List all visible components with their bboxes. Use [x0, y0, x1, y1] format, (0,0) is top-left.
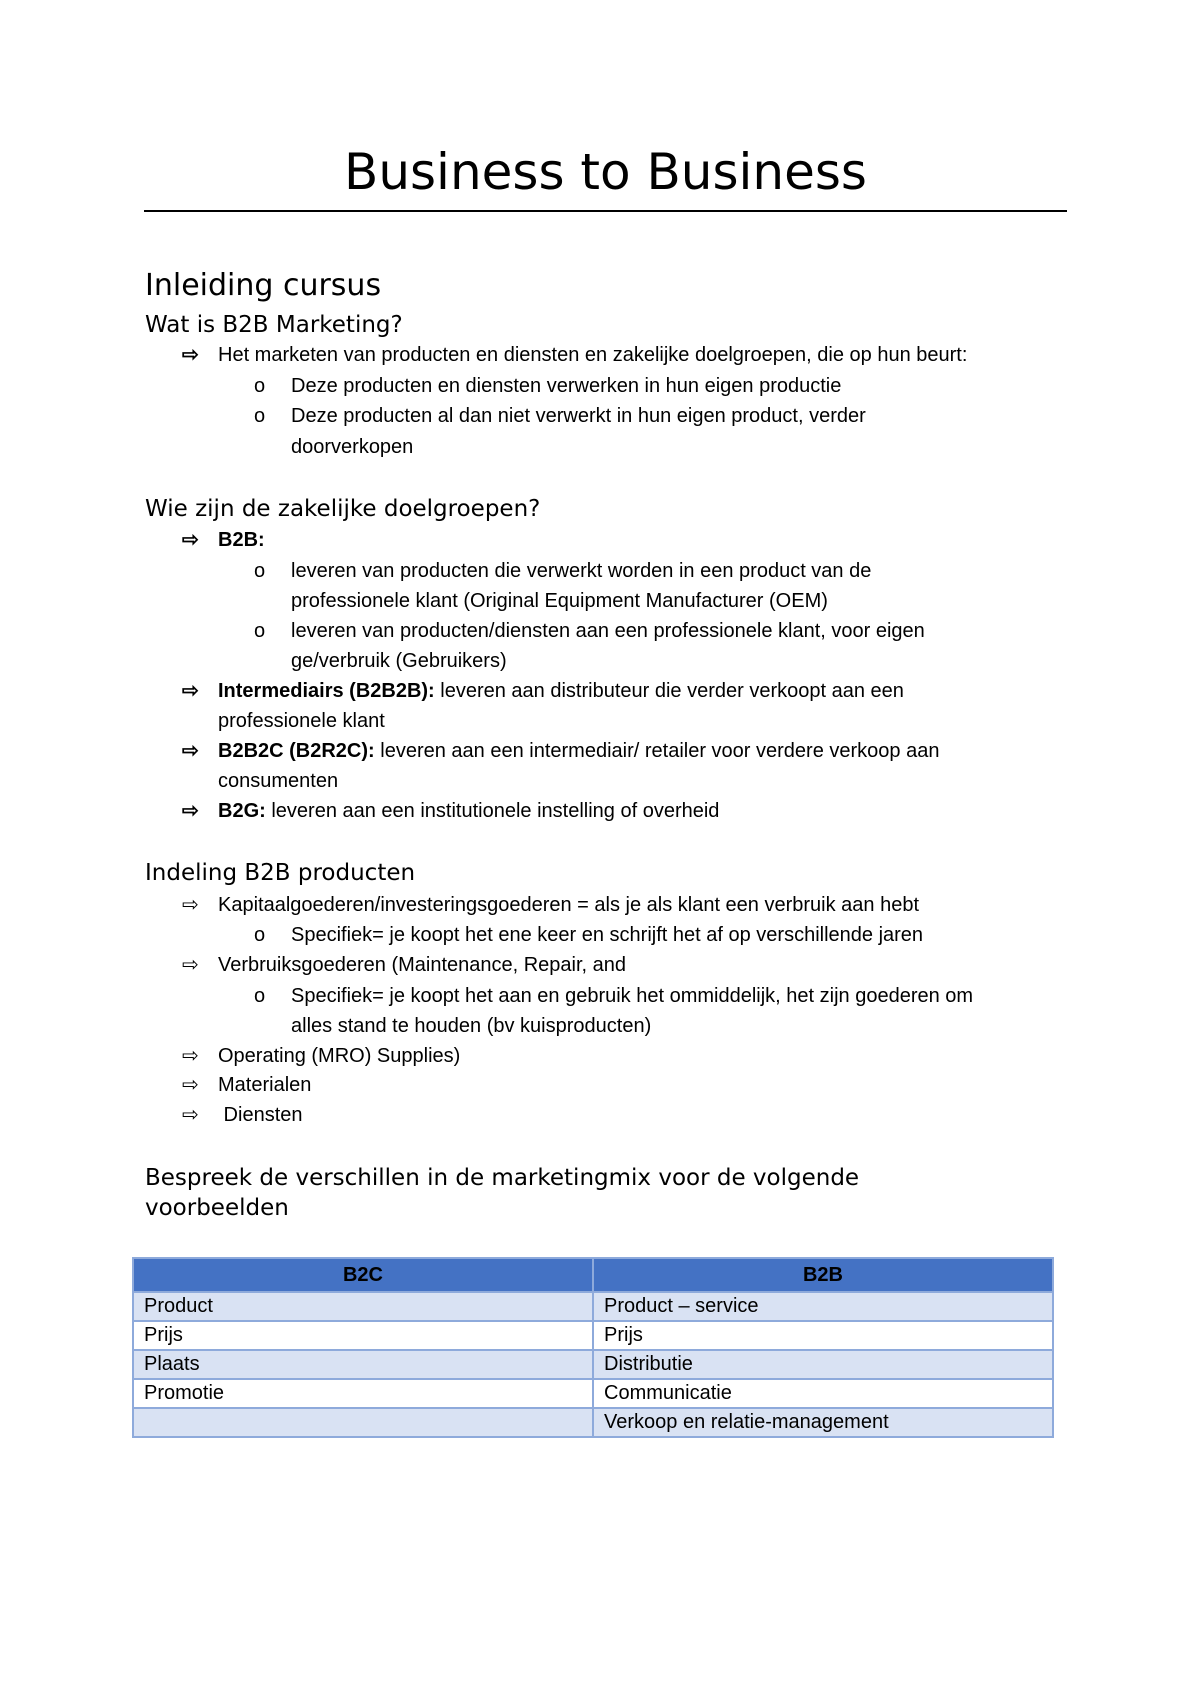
bullet-icon: o [254, 924, 266, 946]
table-header-b2c: B2C [133, 1258, 593, 1292]
arrow-icon: ⇨ [182, 344, 199, 366]
table-cell: Communicatie [593, 1379, 1053, 1408]
bullet-icon: o [254, 620, 266, 642]
list-item-b2b2c: B2B2C (B2R2C): leveren aan een intermediair/ retailer voor verdere verkoop aan [218, 740, 940, 762]
list-item-continued: professionele klant [218, 710, 385, 732]
list-item: Operating (MRO) Supplies) [218, 1045, 461, 1067]
arrow-icon: ⇨ [182, 800, 199, 822]
table-cell: Product – service [593, 1292, 1053, 1321]
bullet-icon: o [254, 405, 266, 427]
heading-marketingmix-line2: voorbeelden [145, 1195, 289, 1221]
table-cell: Product [133, 1292, 593, 1321]
table-cell: Verkoop en relatie-management [593, 1408, 1053, 1437]
list-item: Verbruiksgoederen (Maintenance, Repair, and [218, 954, 627, 976]
arrow-icon: ⇨ [182, 680, 199, 702]
bullet-icon: o [254, 985, 266, 1007]
arrow-icon: ⇨ [182, 954, 199, 976]
list-item-continued: ge/verbruik (Gebruikers) [291, 650, 507, 672]
heading-indeling: Indeling B2B producten [145, 860, 416, 886]
list-item: Deze producten en diensten verwerken in hun eigen productie [291, 375, 842, 397]
list-item: Specifiek= je koopt het ene keer en schrijft het af op verschillende jaren [291, 924, 924, 946]
list-item: leveren van producten die verwerkt worden in een product van de [291, 560, 872, 582]
table-row [133, 1408, 1053, 1437]
heading-doelgroepen: Wie zijn de zakelijke doelgroepen? [145, 496, 541, 522]
list-item: leveren van producten/diensten aan een professionele klant, voor eigen [291, 620, 925, 642]
arrow-icon: ⇨ [182, 1074, 199, 1096]
list-item: Specifiek= je koopt het aan en gebruik het ommiddelijk, het zijn goederen om [291, 985, 974, 1007]
list-item-continued: professionele klant (Original Equipment Manufacturer (OEM) [291, 590, 828, 612]
list-item: Kapitaalgoederen/investeringsgoederen = als je als klant een verbruik aan hebt [218, 894, 920, 916]
list-item-b2b: B2B: [218, 529, 265, 551]
table-cell: Prijs [133, 1321, 593, 1350]
arrow-icon: ⇨ [182, 529, 199, 551]
table-header-row [133, 1258, 1053, 1292]
list-item-continued: doorverkopen [291, 436, 414, 458]
list-item: Materialen [218, 1074, 312, 1096]
table-cell: Prijs [593, 1321, 1053, 1350]
heading-marketingmix-line1: Bespreek de verschillen in de marketingmix voor de volgende [145, 1165, 860, 1191]
list-item-b2g: B2G: leveren aan een institutionele instelling of overheid [218, 800, 720, 822]
arrow-icon: ⇨ [182, 894, 199, 916]
heading-inleiding: Inleiding cursus [145, 268, 382, 303]
table-header-b2b: B2B [593, 1258, 1053, 1292]
bullet-icon: o [254, 375, 266, 397]
list-item-continued: consumenten [218, 770, 339, 792]
table-row [133, 1379, 1053, 1408]
heading-wat-is-b2b: Wat is B2B Marketing? [145, 312, 403, 338]
arrow-icon: ⇨ [182, 1045, 199, 1067]
table-cell: Distributie [593, 1350, 1053, 1379]
bullet-icon: o [254, 560, 266, 582]
list-item-intermediairs: Intermediairs (B2B2B): leveren aan distributeur die verder verkoopt aan een [218, 680, 904, 702]
arrow-icon: ⇨ [182, 740, 199, 762]
list-item: Diensten [218, 1104, 303, 1126]
table-row [133, 1292, 1053, 1321]
title-underline [144, 210, 1067, 212]
list-item: Deze producten al dan niet verwerkt in hun eigen product, verder [291, 405, 866, 427]
table-cell: Plaats [133, 1350, 593, 1379]
table-cell [133, 1408, 593, 1437]
table-row [133, 1321, 1053, 1350]
page-title: Business to Business [344, 143, 867, 201]
table-row [133, 1350, 1053, 1379]
table-cell: Promotie [133, 1379, 593, 1408]
list-item: Het marketen van producten en diensten en zakelijke doelgroepen, die op hun beurt: [218, 344, 968, 366]
marketingmix-table [132, 1257, 1054, 1438]
list-item-continued: alles stand te houden (bv kuisproducten) [291, 1015, 652, 1037]
arrow-icon: ⇨ [182, 1104, 199, 1126]
